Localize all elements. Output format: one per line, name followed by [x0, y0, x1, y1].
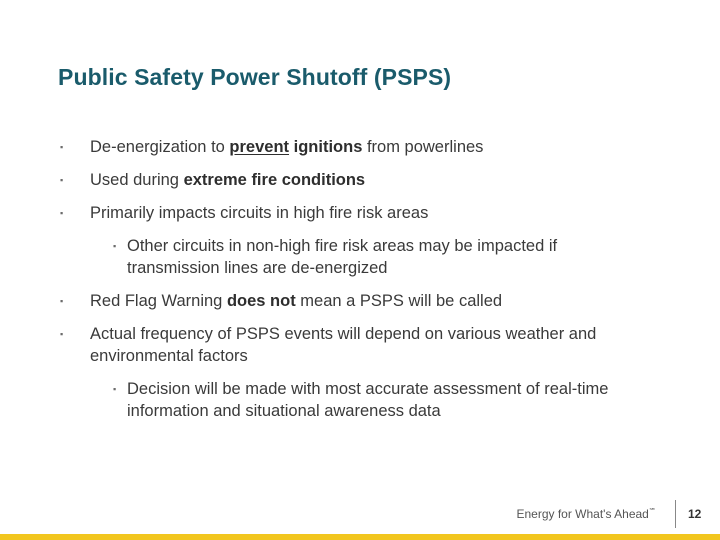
- bullet-list: [60, 136, 680, 433]
- service-mark: ℠: [648, 508, 656, 515]
- bottom-accent-bar: [0, 534, 720, 540]
- bullet-text: De-energization to prevent ignitions from powerlines: [90, 138, 484, 156]
- bullet-text: Used during extreme fire conditions: [90, 171, 366, 189]
- bullet-text: Decision will be made with most accurate assessment of real-time information and situational awareness data: [127, 380, 609, 420]
- sub-bullet-decision: [60, 378, 627, 422]
- bullet-extreme-fire: [60, 169, 680, 191]
- footer-tagline: Energy for What's Ahead℠: [516, 507, 656, 521]
- sub-bullet-other-circuits: [60, 235, 627, 279]
- bullet-text: Actual frequency of PSPS events will depend on various weather and environmental factors: [90, 325, 597, 365]
- emphasis-prevent: prevent: [229, 138, 290, 156]
- footer-divider: [675, 500, 676, 528]
- bullet-text: Other circuits in non-high fire risk areas may be impacted if transmission lines are de-energized: [127, 237, 558, 277]
- bullet-actual-frequency: [60, 323, 680, 367]
- bullet-marker: ▪: [60, 329, 64, 339]
- slide-title: Public Safety Power Shutoff (PSPS): [58, 64, 452, 90]
- bullet-text: Red Flag Warning does not mean a PSPS will be called: [90, 292, 503, 310]
- bullet-high-fire-risk: [60, 202, 680, 224]
- emphasis-does-not: does not: [226, 292, 296, 310]
- bullet-marker: ▪: [60, 175, 64, 185]
- emphasis-ignitions: ignitions: [293, 138, 363, 156]
- bullet-marker: ▪: [60, 208, 64, 218]
- page-number: 12: [688, 507, 702, 521]
- bullet-marker: ▪: [113, 384, 117, 394]
- bullet-deenergization: [60, 136, 680, 158]
- bullet-marker: ▪: [60, 142, 64, 152]
- bullet-marker: ▪: [113, 241, 117, 251]
- bullet-marker: ▪: [60, 296, 64, 306]
- emphasis-extreme-fire-conditions: extreme fire conditions: [183, 171, 366, 189]
- bullet-text: Primarily impacts circuits in high fire risk areas: [90, 204, 429, 222]
- bullet-red-flag-warning: [60, 290, 680, 312]
